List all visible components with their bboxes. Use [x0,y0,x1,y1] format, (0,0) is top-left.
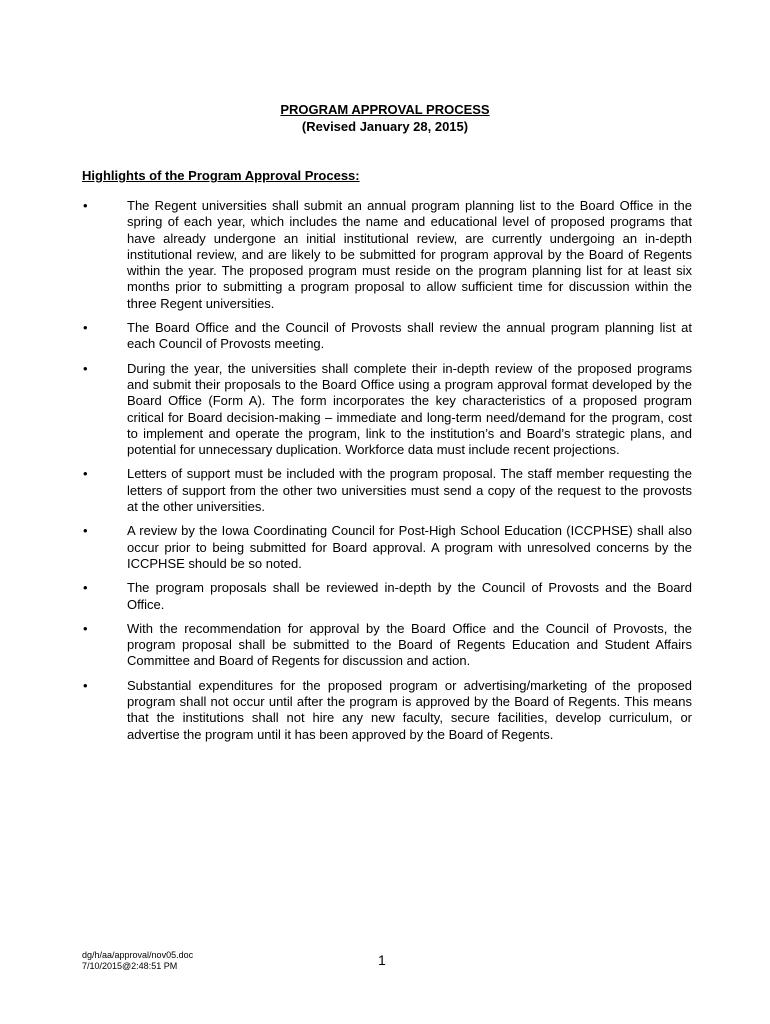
list-item-text: The Regent universities shall submit an annual program planning list to the Board Office in the spring of each year, which includes the name and educational level of proposed programs that have already undergone an initial institutional review, are currently undergoing an in-depth institutional review, and are likely to be submitted for program approval by the Board of Regents within the year. The proposed program must reside on the program planning list for at least six months prior to submitting a program proposal to allow sufficient time for discussion within the three Regent universities. [127,198,692,311]
footer-file-info [82,950,193,972]
list-item [82,678,692,743]
list-item [82,523,692,572]
list-item-text: A review by the Iowa Coordinating Council for Post-High School Education (ICCPHSE) shall also occur prior to being submitted for Board approval. A program with unresolved concerns by the ICCPHSE should be so noted. [127,523,692,571]
list-item [82,466,692,515]
document-title: PROGRAM APPROVAL PROCESS [280,102,490,117]
list-item-text: The Board Office and the Council of Provosts shall review the annual program planning list at each Council of Provosts meeting. [127,320,692,352]
bullet-icon: • [83,677,88,693]
bullet-icon: • [83,360,88,376]
footer-file-path: dg/h/aa/approval/nov05.doc [82,950,194,960]
list-item-text: During the year, the universities shall complete their in-depth review of the proposed programs and submit their proposals to the Board Office using a program approval format developed by the Board Office (Form A). The form incorporates the key characteristics of a proposed program critical for Board decision-making – immediate and long-term need/demand for the program, cost to implement and operate the program, link to the institution’s and Board’s strategic plans, and potential for unnecessary duplication. Workforce data must include recent projections. [127,360,692,458]
list-item [82,621,692,670]
list-item [82,361,692,459]
list-item [82,320,692,353]
document-subtitle: (Revised January 28, 2015) [301,119,469,134]
list-item [82,198,692,312]
list-item-text: With the recommendation for approval by the Board Office and the Council of Provosts, the program proposal shall be submitted to the Board of Regents Education and Student Affairs Committee and Board of Regents for discussion and action. [127,620,692,669]
bullet-icon: • [83,620,88,636]
list-item-text: Letters of support must be included with the program proposal. The staff member requesting the letters of support from the other two universities must send a copy of the request to the provosts at the other universities. [127,466,692,515]
list-item-text: The program proposals shall be reviewed in-depth by the Council of Provosts and the Board Office. [127,580,692,612]
bullet-icon: • [83,320,88,336]
highlights-list [82,198,692,751]
bullet-icon: • [83,580,88,596]
list-item [82,580,692,613]
page-number: 1 [378,952,386,968]
bullet-icon: • [83,466,88,482]
footer-timestamp: 7/10/2015@2:48:51 PM [82,961,178,971]
title-block [0,101,770,135]
bullet-icon: • [83,198,88,213]
section-heading: Highlights of the Program Approval Process: [82,168,360,183]
bullet-icon: • [83,523,88,539]
list-item-text: Substantial expenditures for the proposed program or advertising/marketing of the proposed program shall not occur until after the program is approved by the Board of Regents. This means that the institutions shall not hire any new faculty, secure facilities, develop curriculum, or advertise the program until it has been approved by the Board of Regents. [127,677,692,742]
